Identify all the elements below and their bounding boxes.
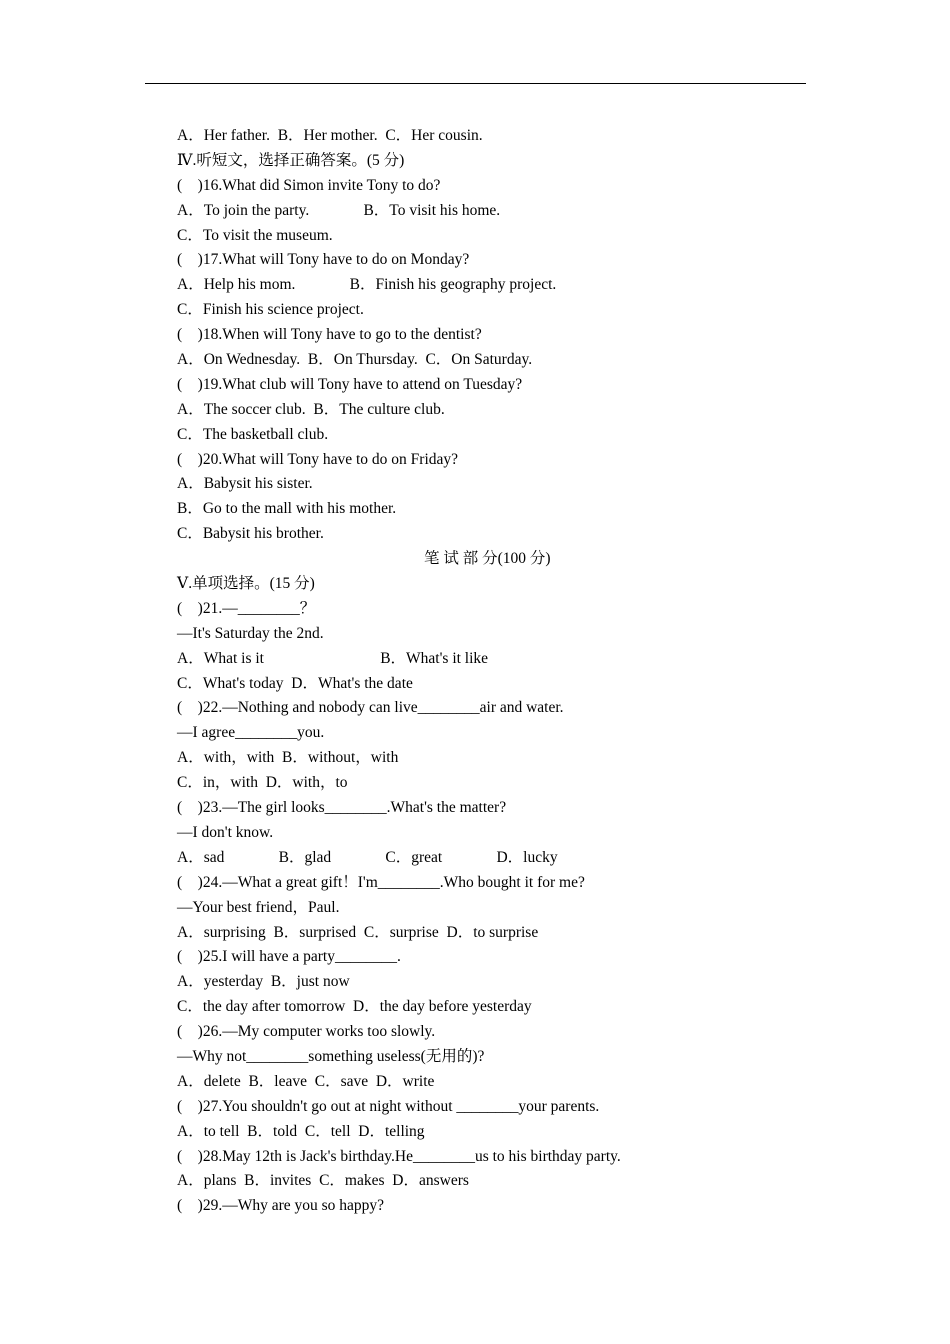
q20-stem: ( )20.What will Tony have to do on Friday? xyxy=(177,450,459,468)
q25-stem: ( )25.I will have a party________. xyxy=(177,948,401,966)
q19-stem: ( )19.What club will Tony have to attend on Tuesday? xyxy=(177,375,523,393)
q21-options-cd: C．What's today D．What's the date xyxy=(177,674,413,692)
q22-reply: —I agree________you. xyxy=(177,724,325,742)
q24-stem: ( )24.—What a great gift！I'm________.Who bought it for me? xyxy=(177,873,585,891)
q23-reply: —I don't know. xyxy=(177,823,274,841)
q20-option-c: C．Babysit his brother. xyxy=(177,525,324,543)
q16-stem: ( )16.What did Simon invite Tony to do? xyxy=(177,176,441,194)
q27-stem: ( )27.You shouldn't go out at night without ________your parents. xyxy=(177,1097,600,1115)
section-4-heading: Ⅳ.听短文，选择正确答案。(5 分) xyxy=(177,151,405,169)
q26-reply: —Why not________something useless(无用的)? xyxy=(177,1047,485,1065)
q28-stem: ( )28.May 12th is Jack's birthday.He________us to his birthday party. xyxy=(177,1147,621,1165)
q24-reply: —Your best friend，Paul. xyxy=(177,898,340,916)
q16-option-c: C．To visit the museum. xyxy=(177,226,333,244)
q21-stem: ( )21.—________？ xyxy=(177,599,316,617)
q21-options-ab: A．What is it B．What's it like xyxy=(177,649,489,667)
q15-options: A．Her father. B．Her mother. C．Her cousin. xyxy=(177,127,483,144)
section-5-heading: Ⅴ.单项选择。(15 分) xyxy=(177,575,315,593)
q23-options: A．sad B．glad C．great D．lucky xyxy=(177,848,558,866)
q26-options: A．delete B．leave C．save D．write xyxy=(177,1072,435,1090)
q19-options-ab: A．The soccer club. B．The culture club. xyxy=(177,400,445,418)
q27-options: A．to tell B．told C．tell D．telling xyxy=(177,1122,425,1140)
q25-options-ab: A．yesterday B．just now xyxy=(177,973,350,991)
q23-stem: ( )23.—The girl looks________.What's the matter? xyxy=(177,799,507,817)
q25-options-cd: C．the day after tomorrow D．the day before yesterday xyxy=(177,998,532,1016)
q17-options-ab: A．Help his mom. B．Finish his geography project. xyxy=(177,276,557,294)
q22-options-ab: A．with，with B．without，with xyxy=(177,749,399,767)
exam-page-content xyxy=(177,124,797,1219)
q29-stem: ( )29.—Why are you so happy? xyxy=(177,1197,385,1215)
q20-option-a: A．Babysit his sister. xyxy=(177,475,313,493)
q20-option-b: B．Go to the mall with his mother. xyxy=(177,500,397,518)
q21-reply: —It's Saturday the 2nd. xyxy=(177,624,324,642)
header-rule xyxy=(145,83,806,84)
q19-option-c: C．The basketball club. xyxy=(177,425,329,443)
q16-options-ab: A．To join the party. B．To visit his home. xyxy=(177,201,501,219)
q24-options: A．surprising B．surprised C．surprise D．to surprise xyxy=(177,923,539,941)
q26-stem: ( )26.—My computer works too slowly. xyxy=(177,1023,436,1041)
q17-option-c: C．Finish his science project. xyxy=(177,301,364,319)
q22-stem: ( )22.—Nothing and nobody can live________air and water. xyxy=(177,699,564,717)
q18-stem: ( )18.When will Tony have to go to the dentist? xyxy=(177,326,482,344)
q28-options: A．plans B．invites C．makes D．answers xyxy=(177,1172,469,1190)
q18-options: A．On Wednesday. B．On Thursday. C．On Saturday. xyxy=(177,351,533,369)
q17-stem: ( )17.What will Tony have to do on Monday? xyxy=(177,251,470,269)
q22-options-cd: C．in，with D．with，to xyxy=(177,774,348,792)
written-part-title: 笔 试 部 分(100 分) xyxy=(424,550,551,568)
